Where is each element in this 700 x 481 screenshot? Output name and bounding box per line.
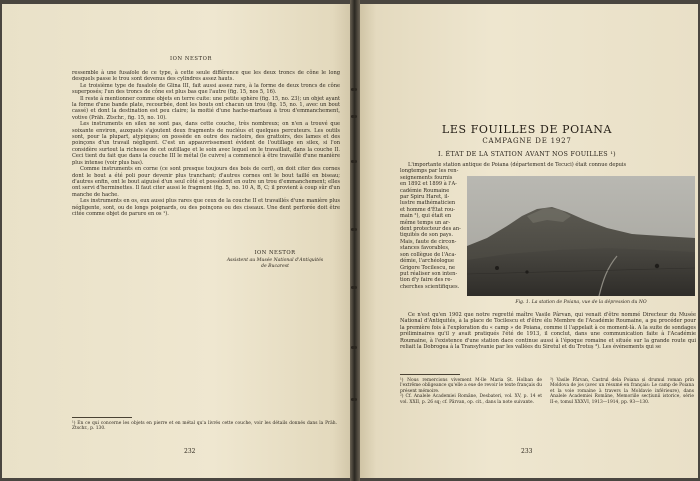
paragraph: Ce n'est qu'en 1902 que notre regretté maître Vasile Pârvan, qui venait d'être nommé Directeur du Musée National d'Antiquités, à la place de Tocilescu et d'être élu Membre de l'Académie Roumaine, a pu procéder pour la première fois à l'exploration du « camp » de Poiana, comme il l'appelait à ce moment-là. A la suite de sondages préliminaires qu'il y avait pratiqués l'été de 1913, il conclut, dans une communication faite à l'Académie Roumaine, à l'existence d'une station dace continue aussi à l'époque romaine et située sur la grande route qui reliait la Dobrogea à la Transylvanie par les vallées du Siretul et du Trotuș ³). Les événements qui se: [400, 312, 696, 351]
landscape-image: [467, 176, 695, 296]
binding-stitch: [351, 160, 357, 163]
section-heading: I. ÉTAT DE LA STATION AVANT NOS FOUILLES ¹): [438, 150, 616, 158]
text-line: Mais, faute de circon-: [400, 238, 457, 245]
article-title: LES FOUILLES DE POIANA: [441, 123, 613, 136]
footnotes-left-column: [400, 378, 542, 405]
text-line: Grigore Tocilescu, ne: [400, 264, 456, 271]
left-body-text: [72, 70, 340, 217]
text-line: en 1892 et 1899 à l'A-: [400, 181, 457, 188]
author-affiliation-city: de Bucarest: [261, 264, 289, 269]
binding-stitch: [351, 346, 357, 349]
text-line: L'importante station antique de Poiana (département de Tecuci) était connue depuis: [408, 162, 627, 168]
text-line: tion d'y faire des re-: [400, 277, 453, 284]
paragraph: Le troisième type de fusaïole de Glina III, fait aussi assez rare, à la forme de deux troncs de cône superposés; l'un des troncs de cône est plus bas que l'autre (fig. 15, nos 5, 16).: [72, 82, 340, 96]
text-line: longtemps par les ren-: [400, 168, 459, 175]
text-line: démie, l'archéologue: [400, 258, 454, 265]
book-gutter: [350, 0, 360, 481]
text-line: seignements fournis: [400, 174, 453, 181]
page-number: 233: [521, 448, 533, 455]
wrap-column: [400, 168, 462, 290]
binding-stitch: [351, 228, 357, 231]
author-affiliation: Assistent au Musée National d'Antiquités: [226, 258, 324, 263]
footnotes-right-column: [550, 378, 694, 405]
text-line: même temps un ar-: [400, 219, 451, 226]
footnote-rule: [72, 417, 132, 418]
text-line: par Spiru Haret, il-: [400, 194, 450, 201]
article-subtitle: CAMPAGNE DE 1927: [482, 137, 572, 145]
text-line: et homme d'État rou-: [400, 206, 455, 213]
photo-caption: Fig. 1. La station de Poiana, vue de la dépression du NO: [515, 300, 647, 305]
paragraph: ressemble à une fusaïole de ce type, à cette seule différence que les deux troncs de cône le long desquels passe le trou sont devenus des cylindres assez hauts.: [72, 70, 340, 83]
text-line: lustre mathématicien: [400, 200, 456, 207]
footnote: ³) Vasile Pârvan, Castrul dela Poiana și drumul roman prin Moldova de jos (avec un résumé en français: Le camp de Poiana et la voie romaine à travers la Moldavie inférieure), dans Analele Academiei Române, Memoriile secțiunii istorice, série II-e, tomul XXXVI, 1913—1914, pp. 93—130.: [550, 378, 694, 405]
author-signature: ION NESTOR: [254, 250, 296, 256]
page-number: 232: [184, 448, 196, 455]
text-line: tiquités de son pays.: [400, 232, 454, 239]
running-header: ION NESTOR: [170, 56, 212, 62]
paragraph: Comme instruments en corne (ce sont presque toujours des bois de cerf), on doit citer des cornes dont le bout a été poli pour devenir plus tranchant; d'autres cornes ont le bout taillé en biseau; d'autres enfin, ont le bout aiguisé d'un seul côté et possèdent en outre un trou d'emmanchement; elles ont servi d'herminettes. Il faut citer aussi le fragment (fig. 5, no. 10 A, B, C; il provient à coup sûr d'un manche de hache.: [72, 166, 340, 198]
text-line: dent protecteur des an-: [400, 226, 461, 233]
text-line: cadémie Roumaine: [400, 187, 450, 194]
paragraph: Les instruments en os, eux aussi plus rares que ceux de la couche II et travaillés d'une manière plus négligente, sont, ou de longs poignards, ou des poinçons ou des ciseaux. Une dent perforée doit être citée comme objet de parure en os ¹).: [72, 198, 340, 217]
footnote: ²) Cf. Analele Academiei Române, Desbateri, vol. XV, p. 14 et vol. XXII, p. 26 sq; cf. Pârvan, op. cit., dans la note suivante.: [400, 394, 542, 405]
right-body-text: [400, 312, 696, 350]
text-line: main ²), qui était en: [400, 213, 452, 220]
footnote: ¹) En ce qui concerne les objets en pierre et en métal qu'a livrés cette couche, voir les détails donnés dans la Präh. Ztschr., p. 130.: [72, 421, 337, 432]
footnote-rule: [400, 374, 460, 375]
binding-stitch: [351, 88, 357, 91]
right-page: [356, 4, 698, 478]
binding-stitch: [351, 286, 357, 289]
text-line: son collègue de l'Aca-: [400, 251, 457, 258]
paragraph: Il reste à mentionner comme objets en terre cuite: une petite sphère (fig. 15, no. 23); un objet ayant la forme d'une bande plate, recourbée, dont les bouts ont chacun un trou (fig. 15, no. 1, avec un bout cassé) et dont la destination est peu claire; la moitié d'une hache-marteau à trou d'emmanchement, votive (Präh. Ztschr., fig. 15, no. 10).: [72, 95, 340, 121]
binding-stitch: [351, 398, 357, 401]
text-line: put réaliser son inten-: [400, 270, 458, 277]
text-line: stances favorables,: [400, 245, 450, 252]
left-page: [2, 4, 354, 478]
paragraph: Les instruments en silex ne sont pas, dans cette couche, très nombreux; on n'en a trouvé que soixante environ, auxquels s'ajoutent deux fragments de nucléus et quelques percuteurs. Les outils sont, pour la plupart, atypiques; on possède en outre des racloirs, des grattoirs, des lames et des poinçons d'un travail négligent. C'est un appauvrissement évident de l'outillage en silex, si l'on considère surtout la richesse de cet outillage et le soin avec lequel on le travaillait, dans la couche II. Ceci tient du fait que dans la couche III le métal (le cuivre) a commencé à être travaillé d'une manière plus intense (voir plus bas).: [72, 121, 340, 166]
text-line: cherches scientifiques.: [400, 283, 460, 290]
footnote: ¹) Nous remercions vivement M-lle Maria Șt. Holban de l'extrême obligeance qu'elle a eue de revoir le texte français du présent mémoire.: [400, 378, 543, 394]
station-photograph: [467, 176, 695, 296]
binding-stitch: [351, 115, 357, 118]
